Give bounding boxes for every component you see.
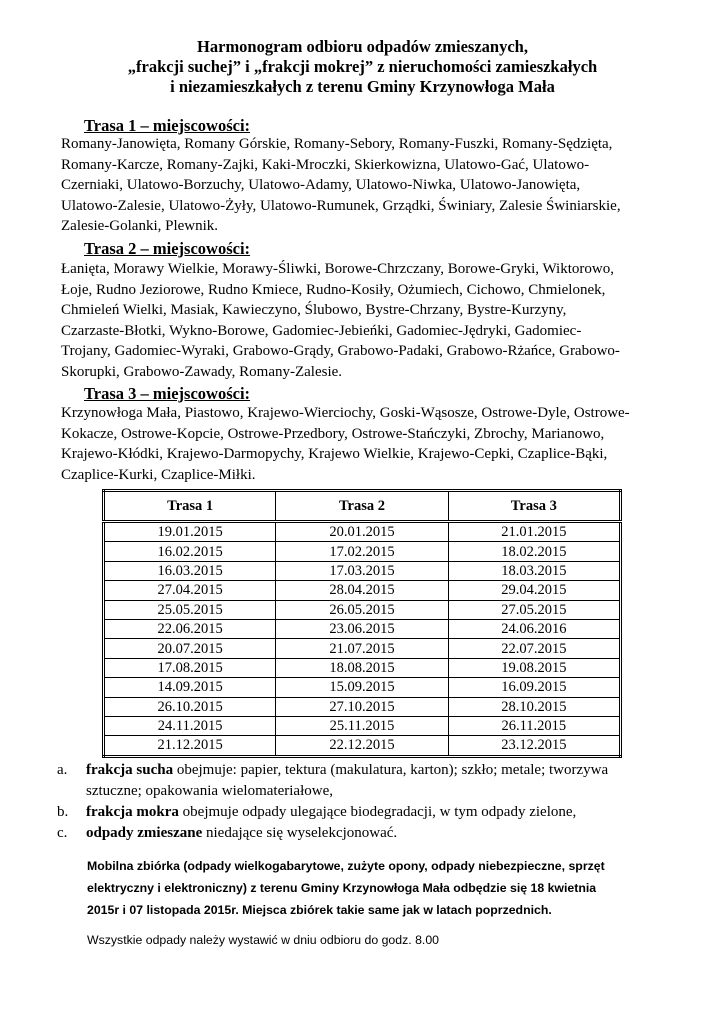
date-cell: 15.09.2015 xyxy=(276,678,448,697)
date-cell: 18.02.2015 xyxy=(448,542,620,561)
route-2-heading: Trasa 2 – miejscowości: xyxy=(84,239,251,258)
date-cell: 16.02.2015 xyxy=(104,542,276,561)
date-cell: 24.11.2015 xyxy=(104,716,276,735)
route-1-line: Czerniaki, Ulatowo-Borzuchy, Ulatowo-Adamy, Ulatowo-Niwka, Ulatowo-Janowięta, xyxy=(61,177,581,194)
legend-term: odpady zmieszane xyxy=(86,825,203,841)
route-2-line: Skorupki, Grabowo-Zawady, Romany-Zalesie. xyxy=(61,363,343,380)
list-marker: a. xyxy=(57,762,68,778)
date-cell: 25.11.2015 xyxy=(276,716,448,735)
date-cell: 20.01.2015 xyxy=(276,522,448,542)
list-marker: c. xyxy=(57,825,68,841)
column-header-trasa-3: Trasa 3 xyxy=(448,491,620,522)
title-line-3: i niezamieszkałych z terenu Gminy Krzynowłoga Mała xyxy=(170,77,555,96)
date-cell: 26.05.2015 xyxy=(276,600,448,619)
table-row xyxy=(104,600,621,619)
date-cell: 18.03.2015 xyxy=(448,561,620,580)
title-line-1: Harmonogram odbioru odpadów zmieszanych, xyxy=(197,37,528,56)
date-cell: 17.03.2015 xyxy=(276,561,448,580)
table-header-row xyxy=(104,491,621,522)
date-cell: 26.11.2015 xyxy=(448,716,620,735)
legend-text: niedające się wyselekcjonować. xyxy=(202,825,398,841)
pickup-time-note: Wszystkie odpady należy wystawić w dniu odbioru do godz. 8.00 xyxy=(87,933,440,947)
route-1-line: Romany-Karcze, Romany-Zajki, Kaki-Mroczki, Skierkowizna, Ulatowo-Gać, Ulatowo- xyxy=(61,156,590,173)
column-header-trasa-2: Trasa 2 xyxy=(276,491,448,522)
route-2-line: Łoje, Rudno Jeziorowe, Rudno Kmiece, Rudno-Kosiły, Ożumiech, Cichowo, Chmielonek, xyxy=(61,281,606,298)
table-row xyxy=(104,639,621,658)
legend-text: obejmuje odpady ulegające biodegradacji, w tym odpady zielone, xyxy=(178,804,577,820)
route-2-line: Czarzaste-Błotki, Wykno-Borowe, Gadomiec-Jebieńki, Gadomiec-Jędryki, Gadomiec- xyxy=(61,322,582,339)
legend-continuation: sztuczne; opakowania wielomateriałowe, xyxy=(86,783,333,799)
table-row xyxy=(104,542,621,561)
date-cell: 22.12.2015 xyxy=(276,736,448,756)
date-cell: 14.09.2015 xyxy=(104,678,276,697)
mobile-line: elektryczny i elektroniczny) z terenu Gminy Krzynowłoga Mała odbędzie się 18 kwietnia xyxy=(87,880,597,895)
schedule-table xyxy=(102,489,622,758)
date-cell: 22.07.2015 xyxy=(448,639,620,658)
mobile-line: 2015r i 07 listopada 2015r. Miejsca zbiórek takie same jak w latach poprzednich. xyxy=(87,902,552,917)
legend-term: frakcja sucha xyxy=(86,762,174,778)
route-1-line: Ulatowo-Zalesie, Ulatowo-Żyły, Ulatowo-Rumunek, Grządki, Świniary, Zalesie Świniarskie, xyxy=(61,197,621,214)
legend-item xyxy=(57,802,677,823)
table-row xyxy=(104,658,621,677)
date-cell: 22.06.2015 xyxy=(104,619,276,638)
date-cell: 28.04.2015 xyxy=(276,581,448,600)
legend-item xyxy=(57,760,677,781)
route-2-line: Chmieleń Wielki, Masiak, Kawieczyno, Ślubowo, Bystre-Chrzany, Bystre-Kurzyny, xyxy=(61,302,567,319)
date-cell: 16.03.2015 xyxy=(104,561,276,580)
date-cell: 23.12.2015 xyxy=(448,736,620,756)
table-row xyxy=(104,736,621,756)
route-1-heading: Trasa 1 – miejscowości: xyxy=(84,116,251,135)
title-line-2: „frakcji suchej” i „frakcji mokrej” z nieruchomości zamieszkałych xyxy=(127,57,598,76)
date-cell: 23.06.2015 xyxy=(276,619,448,638)
route-2-line: Łanięta, Morawy Wielkie, Morawy-Śliwki, Borowe-Chrzczany, Borowe-Gryki, Wiktorowo, xyxy=(61,261,614,277)
date-cell: 28.10.2015 xyxy=(448,697,620,716)
date-cell: 25.05.2015 xyxy=(104,600,276,619)
date-cell: 24.06.2016 xyxy=(448,619,620,638)
table-row xyxy=(104,522,621,542)
table-row xyxy=(104,697,621,716)
route-3-heading: Trasa 3 – miejscowości: xyxy=(84,384,251,403)
mobile-line: Mobilna zbiórka (odpady wielkogabarytowe, zużyte opony, odpady niebezpieczne, sprzęt xyxy=(87,859,605,873)
legend-item xyxy=(57,823,677,844)
date-cell: 29.04.2015 xyxy=(448,581,620,600)
date-cell: 20.07.2015 xyxy=(104,639,276,658)
route-1-localities xyxy=(61,134,671,237)
table-row xyxy=(104,678,621,697)
route-3-line: Kokacze, Ostrowe-Kopcie, Ostrowe-Przedbory, Ostrowe-Stańczyki, Zbrochy, Marianowo, xyxy=(61,425,605,442)
route-2-localities xyxy=(61,259,671,383)
date-cell: 21.12.2015 xyxy=(104,736,276,756)
list-marker: b. xyxy=(57,804,69,820)
date-cell: 17.02.2015 xyxy=(276,542,448,561)
date-cell: 19.01.2015 xyxy=(104,522,276,542)
date-cell: 27.04.2015 xyxy=(104,581,276,600)
date-cell: 21.01.2015 xyxy=(448,522,620,542)
date-cell: 17.08.2015 xyxy=(104,658,276,677)
fraction-legend xyxy=(57,760,677,844)
date-cell: 27.10.2015 xyxy=(276,697,448,716)
route-1-line: Zalesie-Golanki, Plewnik. xyxy=(61,218,219,235)
route-3-line: Krzynowłoga Mała, Piastowo, Krajewo-Wierciochy, Goski-Wąsosze, Ostrowe-Dyle, Ostrowe- xyxy=(61,405,630,421)
document-title xyxy=(40,37,685,97)
legend-term: frakcja mokra xyxy=(86,804,179,820)
date-cell: 27.05.2015 xyxy=(448,600,620,619)
table-row xyxy=(104,581,621,600)
route-3-line: Czaplice-Kurki, Czaplice-Miłki. xyxy=(61,466,256,483)
mobile-collection-notice xyxy=(87,856,687,921)
date-cell: 18.08.2015 xyxy=(276,658,448,677)
route-2-line: Trojany, Gadomiec-Wyraki, Grabowo-Grądy, Grabowo-Padaki, Grabowo-Rżańce, Grabowo- xyxy=(61,343,620,360)
route-3-line: Krajewo-Kłódki, Krajewo-Darmopychy, Krajewo Wielkie, Krajewo-Cepki, Czaplice-Bąki, xyxy=(61,446,608,463)
table-row xyxy=(104,716,621,735)
date-cell: 16.09.2015 xyxy=(448,678,620,697)
table-row xyxy=(104,561,621,580)
table-row xyxy=(104,619,621,638)
date-cell: 21.07.2015 xyxy=(276,639,448,658)
column-header-trasa-1: Trasa 1 xyxy=(104,491,276,522)
legend-text: obejmuje: papier, tektura (makulatura, karton); szkło; metale; tworzywa xyxy=(173,762,609,778)
route-3-localities xyxy=(61,403,671,485)
date-cell: 26.10.2015 xyxy=(104,697,276,716)
date-cell: 19.08.2015 xyxy=(448,658,620,677)
route-1-line: Romany-Janowięta, Romany Górskie, Romany-Sebory, Romany-Fuszki, Romany-Sędzięta, xyxy=(61,136,613,152)
